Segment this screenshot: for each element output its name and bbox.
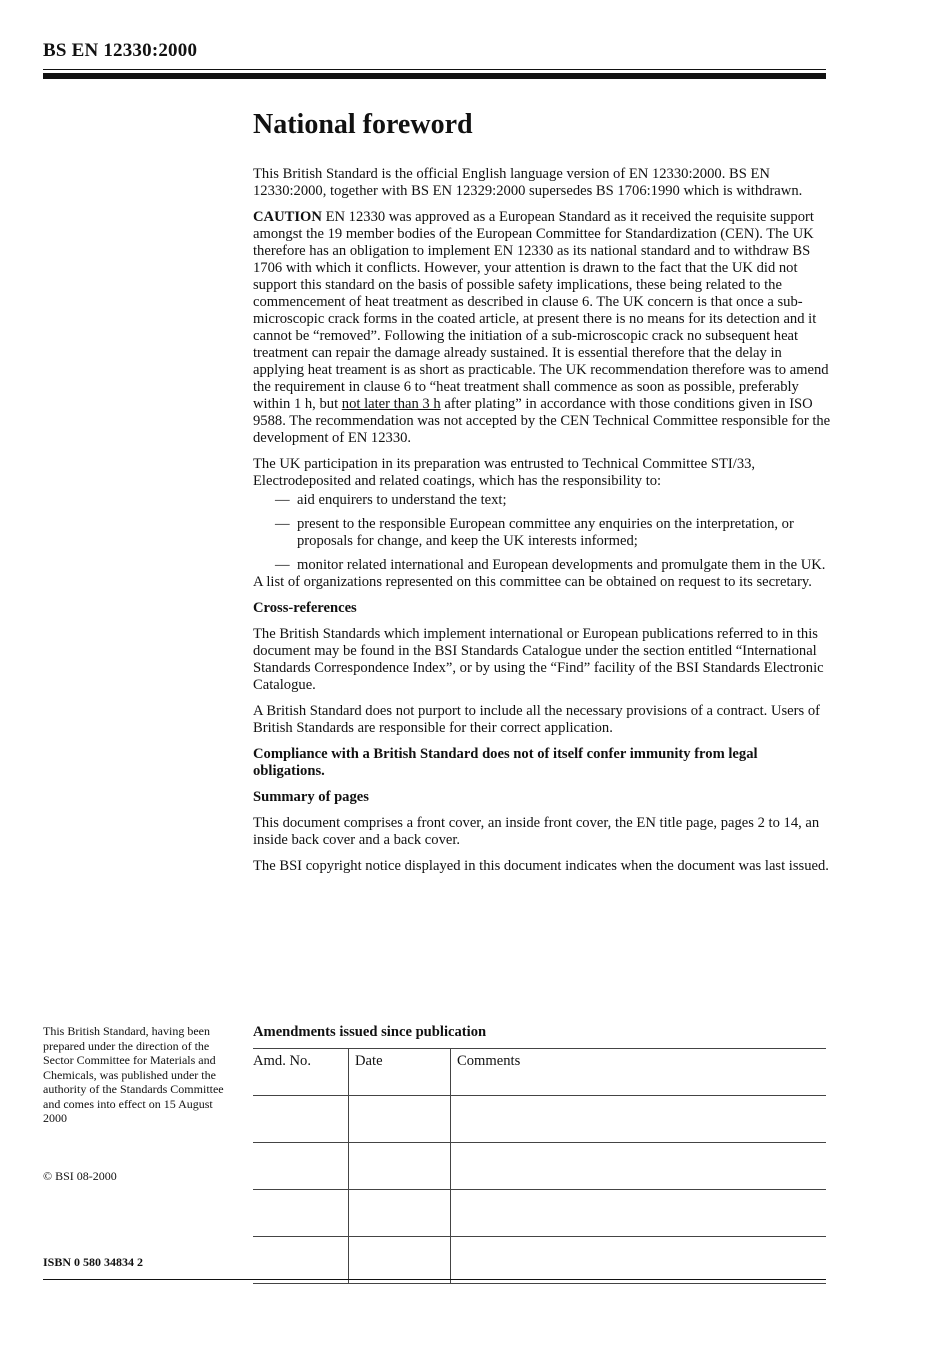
table-header-row	[253, 1049, 826, 1096]
caution-paragraph	[253, 209, 831, 447]
compliance-statement: Compliance with a British Standard does not of itself confer immunity from legal obligations.	[253, 746, 758, 779]
copyright-line: © BSI 08-2000	[43, 1169, 117, 1183]
provisions-paragraph: A British Standard does not purport to include all the necessary provisions of a contract. Users of British Standards are responsible for their correct application.	[253, 703, 821, 736]
column-header-comments: Comments	[451, 1049, 827, 1096]
list-item: — present to the responsible European committee any enquiries on the interpretation, or proposals for change, and keep the UK interests informed;	[275, 516, 794, 549]
cross-references-heading: Cross-references	[253, 600, 357, 616]
caution-text-part2: after plating” in accordance with those conditions given in ISO 9588. The recommendation was not accepted by the CEN Technical Committee responsible for the development of EN 12330.	[253, 396, 831, 446]
page-title: National foreword	[253, 109, 473, 140]
table-row	[253, 1143, 826, 1190]
copyright-notice-paragraph: The BSI copyright notice displayed in this document indicates when the document was last issued.	[253, 858, 829, 874]
caution-text-part1: EN 12330 was approved as a European Standard as it received the requisite support amongst the 19 member bodies of the European Committee for Standardization (CEN). The UK therefore has an obligation to implement EN 12330 as its national standard and to withdraw BS 1706 with which it conflicts. However, your attention is drawn to the fact that the UK did not support this standard on the basis of possible safety implications, these being related to the commencement of heat treatment as described in clause 6. The UK concern is that once a sub-microscopic crack forms in the coated article, at present there is no means for its detection and it cannot be “removed”. Following the initiation of a sub-microscopic crack no subsequent heat treatment can repair the damage already sustained. It is essential therefore that the delay in applying heat treament is as short as practicable. The UK recommendation therefore was to amend the requirement in clause 6 to “heat treatment shall commence as soon as possible, preferably within 1 h, but	[253, 209, 829, 412]
list-item: — aid enquirers to understand the text;	[275, 492, 507, 508]
isbn: ISBN 0 580 34834 2	[43, 1255, 144, 1269]
summary-paragraph: This document comprises a front cover, an inside front cover, the EN title page, pages 2 to 14, an inside back cover and a back cover.	[253, 815, 820, 848]
participation-paragraph: The UK participation in its preparation was entrusted to Technical Committee STI/33, Electrodeposited and related coatings, which has the responsibility to:	[253, 456, 756, 489]
header-thick-rule	[43, 73, 826, 79]
table-row	[253, 1237, 826, 1284]
cross-references-paragraph: The British Standards which implement international or European publications referred to in this document may be found in the BSI Standards Catalogue under the section entitled “International Standards Correspondence Index”, or by using the “Find” facility of the BSI Standards Electronic Catalogue.	[253, 626, 824, 693]
footer-rule	[43, 1279, 826, 1280]
document-code-header: BS EN 12330:2000	[43, 40, 198, 61]
intro-paragraph: This British Standard is the official English language version of EN 12330:2000. BS EN 12330:2000, together with BS EN 12329:2000 supersedes BS 1706:1990 which is withdrawn.	[253, 166, 803, 199]
summary-of-pages-heading: Summary of pages	[253, 789, 369, 805]
table-row	[253, 1096, 826, 1143]
column-header-date: Date	[349, 1049, 451, 1096]
header-thin-rule	[43, 69, 826, 70]
committee-list-paragraph: A list of organizations represented on this committee can be obtained on request to its secretary.	[253, 574, 812, 590]
dash-bullet: —	[275, 516, 290, 532]
table-row	[253, 1190, 826, 1237]
list-item: — monitor related international and European developments and promulgate them in the UK.	[275, 557, 826, 573]
dash-bullet: —	[275, 492, 290, 508]
column-header-amd-no: Amd. No.	[253, 1049, 349, 1096]
dash-bullet: —	[275, 557, 290, 573]
responsibility-list	[253, 492, 831, 574]
caution-label: CAUTION	[253, 209, 322, 225]
caution-underlined-text: not later than 3 h	[341, 396, 441, 412]
publication-note: This British Standard, having been prepared under the direction of the Sector Committee for Materials and Chemicals, was published under the authority of the Standards Committee and comes into effect on 15 August 2000	[43, 1024, 224, 1125]
amendments-table	[253, 1048, 826, 1284]
amendments-title: Amendments issued since publication	[253, 1024, 487, 1040]
foreword-body	[253, 108, 831, 884]
